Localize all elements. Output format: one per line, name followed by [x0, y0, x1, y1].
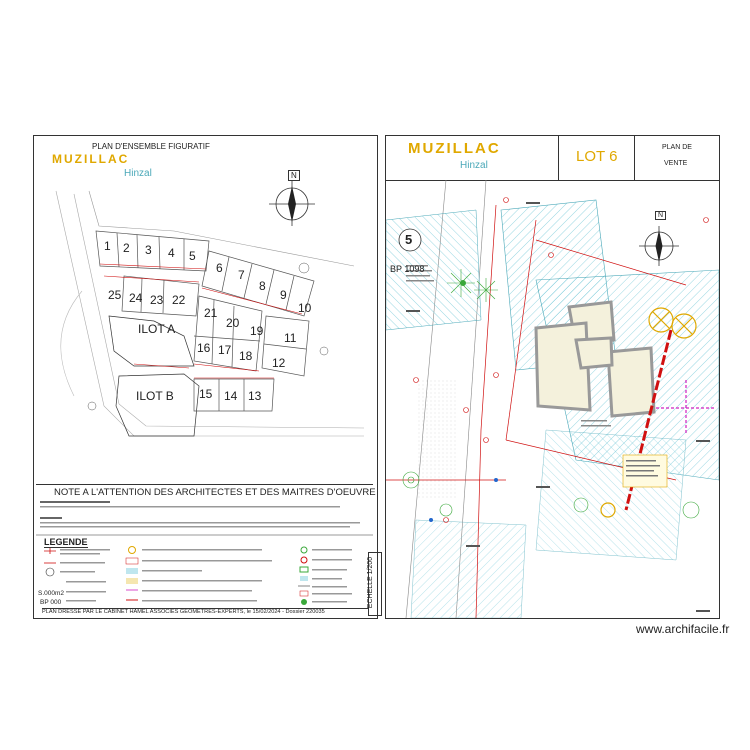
right-north-label: N	[655, 211, 666, 220]
lot-19: 19	[250, 324, 264, 338]
right-north-arrow	[639, 226, 679, 266]
plan-title-line1: PLAN DE	[662, 144, 692, 151]
lot-14: 14	[224, 389, 238, 403]
lot-11: 11	[284, 331, 297, 345]
left-north-label: N	[288, 170, 300, 181]
lot-10: 10	[298, 301, 312, 315]
lot-12: 12	[272, 356, 286, 370]
scale-label: ECHELLE 1/200	[367, 556, 375, 609]
lot-15: 15	[199, 387, 213, 401]
left-north-arrow	[269, 181, 315, 226]
lot-2: 2	[123, 241, 130, 255]
lot-parcels	[96, 231, 314, 436]
lot-1: 1	[104, 239, 111, 253]
watermark: www.archifacile.fr	[636, 622, 730, 636]
scale-label-box	[368, 552, 382, 616]
right-place: Hinzal	[460, 160, 488, 171]
lot-25: 25	[108, 288, 122, 302]
left-place: Hinzal	[124, 168, 152, 179]
lot-3: 3	[145, 243, 152, 257]
lot-badge-number: 5	[405, 232, 413, 247]
lot-24: 24	[129, 291, 143, 305]
lot-8: 8	[259, 279, 266, 293]
lot-4: 4	[168, 246, 175, 260]
bp-label: BP 1098	[390, 264, 425, 274]
ilot-a-label: ILOT A	[138, 322, 176, 336]
legend-surface: S.000m2	[38, 590, 65, 597]
ilot-b-label: ILOT B	[136, 389, 174, 403]
lot-21: 21	[204, 306, 218, 320]
right-town: MUZILLAC	[408, 140, 501, 157]
title-block	[386, 136, 719, 181]
plan-footer: PLAN DRESSE PAR LE CABINET HAMEL ASSOCIES GEOMETRES-EXPERTS, le 15/02/2024 - Dossier 220035	[42, 608, 369, 615]
lot-title: LOT 6	[576, 148, 618, 165]
lot-9: 9	[280, 288, 287, 302]
lot-18: 18	[239, 349, 253, 363]
left-sheet	[33, 135, 378, 619]
plan-title-line2: VENTE	[664, 160, 688, 167]
lot-17: 17	[218, 343, 232, 357]
lot-6-plan-drawing	[386, 180, 719, 618]
right-sheet	[385, 135, 720, 619]
left-header-title: PLAN D'ENSEMBLE FIGURATIF	[92, 142, 210, 151]
left-town: MUZILLAC	[52, 152, 130, 166]
lot-16: 16	[197, 341, 211, 355]
lot-22: 22	[172, 293, 186, 307]
lot-13: 13	[248, 389, 262, 403]
legend-bp: BP 000	[40, 599, 62, 606]
lot-5: 5	[189, 249, 196, 263]
lot-7: 7	[238, 268, 245, 282]
lot-6: 6	[216, 261, 223, 275]
note-title: NOTE A L'ATTENTION DES ARCHITECTES ET DES MAITRES D'OEUVRE	[54, 487, 376, 498]
notes-panel	[36, 484, 376, 617]
lot-20: 20	[226, 316, 240, 330]
legend-title: LEGENDE	[44, 537, 88, 547]
legend-symbols	[36, 545, 373, 607]
lot-23: 23	[150, 293, 164, 307]
